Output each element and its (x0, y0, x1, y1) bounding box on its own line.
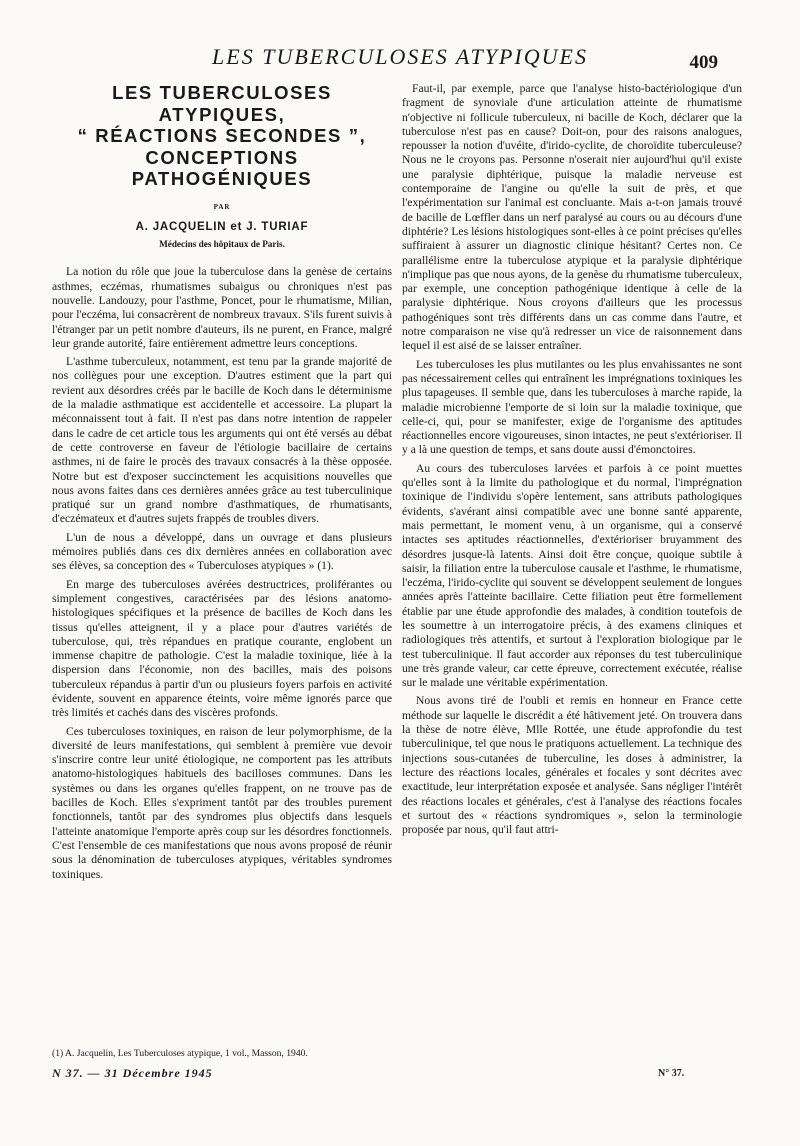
left-body (52, 265, 392, 881)
title-line: “ RÉACTIONS SECONDES ”, (77, 125, 367, 146)
affiliation: Médecins des hôpitaux de Paris. (159, 239, 285, 250)
issue-line: N 37. — 31 Décembre 1945 (52, 1066, 213, 1080)
authors: A. JACQUELIN et J. TURIAF (135, 220, 309, 233)
paragraph: Nous avons tiré de l'oubli et remis en honneur en France cette méthode sur laquelle le discrédit a été hâtivement jeté. On trouvera dans la thèse de notre élève, Mlle Rottée, une étude approfondie du test tuberculinique, tel que nous le pratiquons actuellement. La technique des injections sous-cutanées de tuberculine, les doses à administrer, la lecture des réactions locales, générales et focales y sont décrites avec exactitude, leur interprétation exposée et analysée. Sans négliger l'intérêt des réactions locales et générales, c'est à l'analyse des réactions focales et surtout des « réactions syndromiques », selon la terminologie proposée par nous, qu'il faut attri- (402, 694, 742, 837)
running-head: LES TUBERCULOSES ATYPIQUES (212, 44, 588, 69)
paragraph: Faut-il, par exemple, parce que l'analyse histo-bactériologique d'un fragment de synoviale d'une articulation atteinte de rhumatisme n'objective ni follicule tuberculeux, ni bacille de Koch, déclarer que la tuberculose n'est pas en cause? Doit-on, pour des raisons analogues, repousser la notion d'uvéite, d'irido-cyclite, de choroïdite tuberculeuse? Nous ne le croyons pas. Personne n'oserait nier aujourd'hui qu'il existe une paralysie diphtérique, puisque la maladie nerveuse est contemporaine de l'angine ou qu'elle la suit de près, et que l'expérimentation sur l'animal est concluante. Mais a-t-on jamais trouvé de bacille de Lœffler dans un nerf paralysé au cours ou au décours d'une diphtérie? Les lésions histologiques sont-elles à ce point précises qu'elles suffiraient à assurer un diagnostic clinique hésitant? Certes non. Ce parallélisme entre la tuberculose atypique et la paralysie diphtérique n'implique pas que nous ayons, de la genèse du rhumatisme tuberculeux, par exemple, une conception pathogénique identique à celle de la paralysie diphtérique. Nous croyons d'ailleurs que les processus pathogéniques sont très différents dans un cas comme dans l'autre, et notre comparaison ne vise qu'à redresser un vice de raisonnement dans lequel il est aisé de se laisser entraîner. (402, 82, 742, 353)
paragraph: Au cours des tuberculoses larvées et parfois à ce point muettes qu'elles sont à la limite du pathologique et du normal, l'imprégnation toxinique de l'individu s'opère lentement, sans attributs pathologiques évidents, s'avérant ainsi compatible avec une bonne santé apparente, mais permettant, le moment venu, à un organisme, qui a conservé intactes ses aptitudes réactionnelles, d'extérioriser bruyamment des désordres jusque-là latents. Ainsi doit être conçue, quoique subtile à saisir, la filiation entre la tuberculose causale et l'asthme, le rhumatisme, l'eczéma, l'irido-cyclite qui souvent se développent seulement de longues années après l'atteinte bacillaire. Cette filiation peut être formellement établie par une étude approfondie des malades, à condition toutefois de les soumettre à un interrogatoire précis, à des examens cliniques et radiologiques très attentifs, et surtout à l'exploration biologique par le test tuberculinique. Il faut accorder aux réponses du test tuberculinique une très grande valeur, car cette épreuve, correctement exécutée, réalise sur le malade une véritable expérimentation. (402, 461, 742, 690)
title-line: CONCEPTIONS (145, 146, 299, 168)
right-column (402, 82, 742, 841)
paragraph: Les tuberculoses les plus mutilantes ou les plus envahissantes ne sont pas nécessairement celles qui entraînent les imprégnations toxiniques les plus tapageuses. Il semble que, dans les tuberculoses à marche rapide, la maladie microbienne l'emporte de si loin sur la maladie toxinique, que celle-ci, qui, pour se manifester, exige de l'organisme des aptitudes réactionnelles encore vigoureuses, sinon intactes, ne peut s'extérioriser. Il y a là une question de temps, et sans doute aussi d'émonctoires. (402, 357, 742, 457)
byline-par: PAR (213, 202, 231, 211)
title-line: PATHOGÉNIQUES (131, 168, 313, 189)
title-line: LES TUBERCULOSES (112, 82, 332, 103)
left-column (52, 82, 392, 886)
footnote: (1) A. Jacquelin, Les Tuberculoses atypique, 1 vol., Masson, 1940. (52, 1048, 308, 1059)
paragraph: Ces tuberculoses toxiniques, en raison de leur polymorphisme, de la diversité de leurs manifestations, qui semblent à première vue devoir s'inscrire contre leur unité étiologique, ne comportent pas les attributs anatomo-histologiques habituels des bacilloses communes. Dans les systèmes ou dans les organes qu'elles frappent, on ne trouve pas de bacilles de Koch. Elles s'expriment tantôt par des troubles purement fonctionnels, tantôt par des syndromes plus objectifs dans lesquels l'atteinte anatomique l'emporte après coup sur les désordres fonctionnels. C'est l'ensemble de ces manifestations que nous avons proposé de réunir sous la dénomination de tuberculoses atypiques, véritables syndromes toxiniques. (52, 724, 392, 881)
page-number: 409 (689, 52, 718, 73)
article-title (52, 82, 392, 190)
paragraph: L'un de nous a développé, dans un ouvrage et dans plusieurs mémoires publiés dans ces dix dernières années en collaboration avec ses élèves, sa conception des « Tuberculoses atypiques » (1). (52, 530, 392, 573)
paragraph: L'asthme tuberculeux, notamment, est tenu par la grande majorité de nos collègues pour une exception. D'autres estiment que la part qui revient aux désordres créés par le bacille de Koch dans le déterminisme de la maladie asthmatique est accidentelle et accessoire. La plupart la méconnaissent tout à fait. Il n'est pas dans notre intention de rappeler dans le cadre de cet article tous les arguments qui ont été versés au débat de cette controverse en faveur de l'étiologie bacillaire de certains asthmes, ni de faire le procès des travaux consacrés à la thèse opposée. Notre but est d'exposer succinctement les acquisitions nouvelles que nous avons faites dans ces dernières années grâce au test tuberculinique pratiqué sur un grand nombre d'asthmatiques, de rhumatisants, d'eczémateux et d'autres sujets frappés de troubles divers. (52, 355, 392, 526)
paragraph: La notion du rôle que joue la tuberculose dans la genèse de certains asthmes, eczémas, rhumatismes subaigus ou chroniques n'est pas nouvelle. Landouzy, pour l'asthme, Poncet, pour le rhumatisme, Milian, pour l'eczéma, lui consacrèrent de nombreux travaux. S'ils furent suivis à l'étranger par un petit nombre d'auteurs, ils ne purent, en France, malgré leur grande autorité, faire entièrement admettre leurs conceptions. (52, 265, 392, 350)
title-line: ATYPIQUES, (158, 103, 286, 125)
issue-number: N° 37. (658, 1068, 685, 1079)
paragraph: En marge des tuberculoses avérées destructrices, proliférantes ou simplement congestives, caractérisées par des lésions anatomo-histologiques spécifiques et la présence de bacilles de Koch dans les tissus qu'elles atteignent, il y a place pour d'autres variétés de tuberculose, qui, très répandues en pratique courante, englobent un immense chapitre de pathologie. C'est la maladie toxinique, liée à la dispersion dans l'économie, non des bacilles, mais des poisons tuberculeux répandus à partir d'un ou plusieurs foyers parfois en activité évidente, souvent en apparence éteints, voire même ignorés parce que très limités et cachés dans des viscères profonds. (52, 577, 392, 720)
